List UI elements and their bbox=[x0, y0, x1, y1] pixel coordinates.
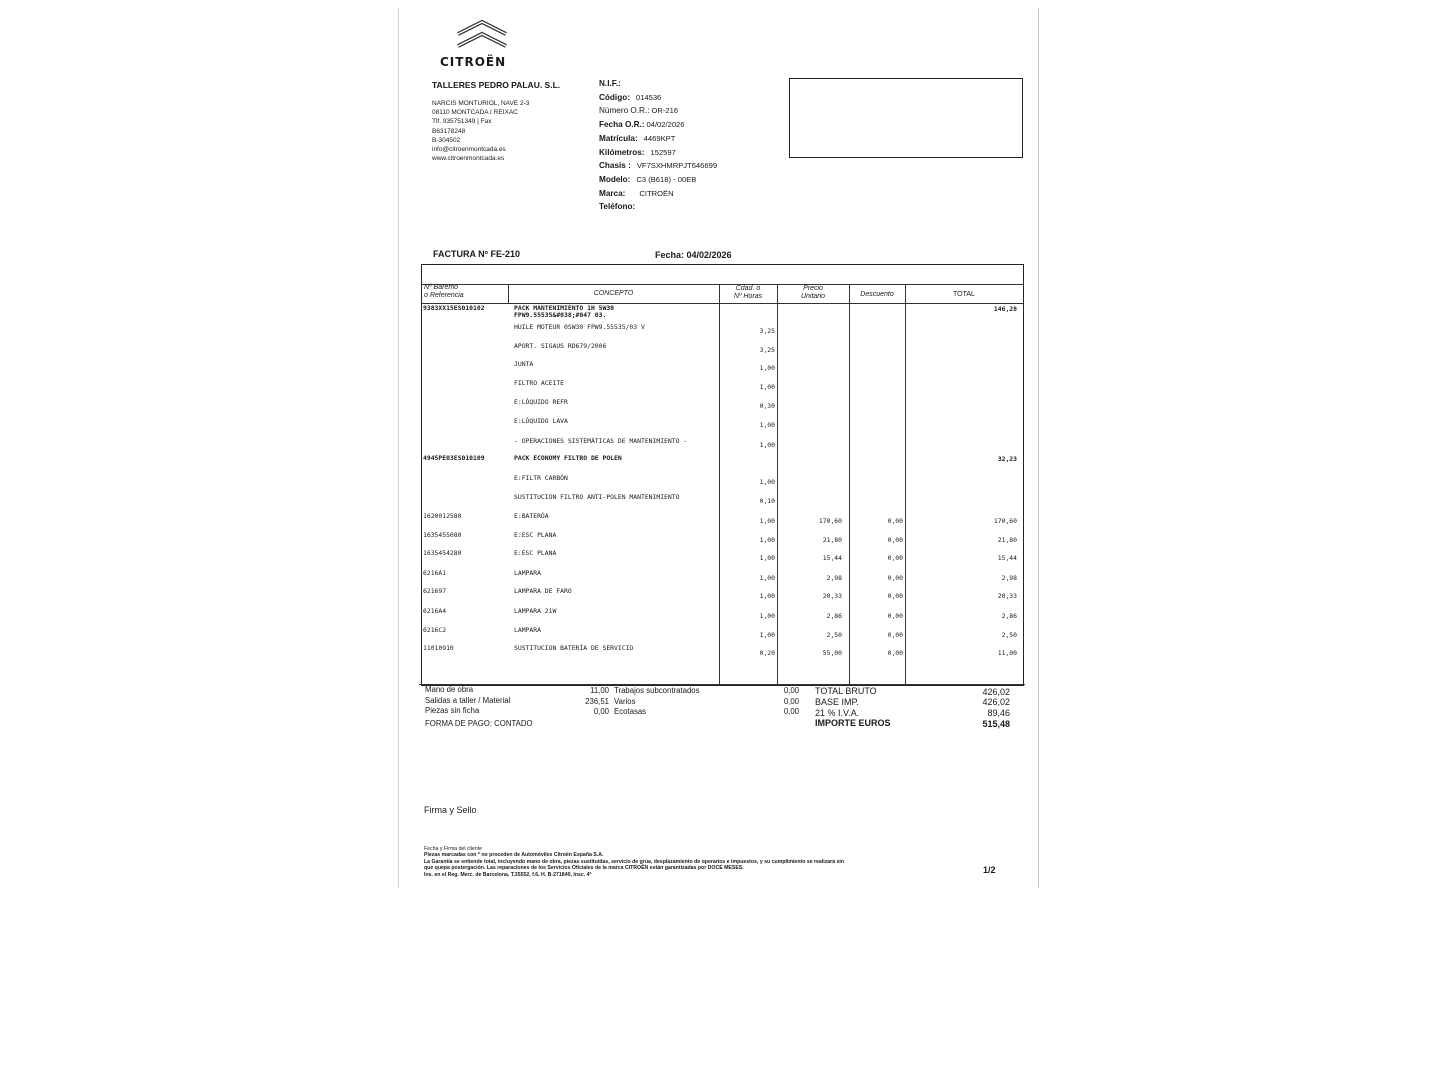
modelo-label: Modelo: bbox=[599, 174, 631, 184]
codigo-label: Código: bbox=[599, 92, 630, 102]
col-divider bbox=[777, 284, 778, 684]
address-line: 08110 MONTCADA I REIXAC bbox=[432, 109, 518, 117]
cell-total: 11,00 bbox=[997, 649, 1017, 657]
fecha-or-label: Fecha O.R.: bbox=[599, 120, 645, 130]
cell-concept: E:BATERÓA bbox=[514, 512, 549, 520]
salidas-label: Salidas a taller / Material bbox=[425, 696, 511, 705]
brand-name: CITROËN bbox=[440, 55, 507, 69]
cell-qty: 1,00 bbox=[759, 574, 775, 582]
header-discount: Descuento bbox=[860, 291, 894, 298]
header-qty bbox=[719, 285, 777, 301]
cell-qty: 1,00 bbox=[759, 517, 775, 525]
cell-total: 170,60 bbox=[993, 517, 1017, 525]
cell-concept: LAMPARA DE FARO bbox=[514, 587, 572, 595]
cell-qty: 1,00 bbox=[759, 612, 775, 620]
numero-or-label: Número O.R.: bbox=[599, 106, 650, 116]
cell-price: 170,60 bbox=[818, 517, 842, 525]
cell-ref: 1635455080 bbox=[423, 531, 462, 539]
marca-label: Marca: bbox=[599, 188, 626, 198]
piezas-label: Piezas sin ficha bbox=[425, 706, 480, 715]
invoice-number: FACTURA Nº FE-210 bbox=[433, 249, 520, 259]
cell-discount: 0,00 bbox=[887, 612, 903, 620]
km-value: 152597 bbox=[650, 147, 676, 157]
company-name: TALLERES PEDRO PALAU. S.L. bbox=[432, 80, 561, 90]
ecotasas-value: 0,00 bbox=[783, 707, 799, 716]
km-label: Kilómetros: bbox=[599, 147, 645, 157]
iva-value: 89,46 bbox=[987, 708, 1010, 718]
customer-address-box bbox=[789, 78, 1023, 158]
cell-total: 32,23 bbox=[997, 455, 1017, 463]
ecotasas-label: Ecotasas bbox=[614, 707, 647, 716]
signature-label: Firma y Sello bbox=[424, 805, 477, 815]
cell-ref: 6216A1 bbox=[423, 569, 447, 577]
cell-qty: 1,00 bbox=[759, 441, 775, 449]
cell-ref: 6216C2 bbox=[423, 626, 447, 634]
header-qty-line2: Nº Horas bbox=[733, 293, 763, 300]
mano-obra-value: 11,00 bbox=[590, 686, 609, 695]
base-imp-value: 426,02 bbox=[982, 697, 1010, 707]
cell-total: 146,28 bbox=[993, 305, 1017, 313]
varios-label: Varios bbox=[614, 697, 636, 706]
order-fields bbox=[599, 77, 717, 214]
cell-concept: E:ESC PLANA bbox=[514, 531, 557, 539]
footer-line: que quepa postergación. Las reparaciones de los Servicios Oficiales de la marca CITROËN están garantizadas por DOCE MESES. bbox=[424, 865, 744, 872]
summary-top-line bbox=[419, 684, 1025, 685]
chasis-value: VF7SXHMRPJT646699 bbox=[636, 161, 718, 171]
cell-ref: 11010910 bbox=[423, 644, 454, 652]
cell-discount: 0,00 bbox=[887, 592, 903, 600]
cell-concept: E:LÓQUIDO REFR bbox=[514, 398, 568, 406]
cell-discount: 0,00 bbox=[887, 554, 903, 562]
footer-line: Ins. en el Reg. Merc. de Barcelona, T.35552, f.6, H. B-271840, Insc. 4ª bbox=[424, 871, 592, 878]
chasis-label: Chasis : bbox=[599, 161, 631, 171]
table-header-line bbox=[421, 303, 1023, 304]
cell-total: 2,86 bbox=[1001, 612, 1017, 620]
cell-concept: APORT. SIGAUS RD679/2006 bbox=[514, 342, 607, 350]
cell-qty: 3,25 bbox=[759, 327, 775, 335]
header-ref-line2: o Referencia bbox=[424, 292, 464, 299]
cell-discount: 0,00 bbox=[887, 517, 903, 525]
col-divider bbox=[905, 284, 906, 684]
cell-total: 2,98 bbox=[1001, 574, 1017, 582]
cell-qty: 1,00 bbox=[759, 631, 775, 639]
header-concepto: CONCEPTO bbox=[593, 290, 634, 297]
double-chevron-icon bbox=[452, 14, 512, 54]
trabajos-label: Trabajos subcontratados bbox=[614, 686, 700, 695]
header-price bbox=[777, 285, 849, 301]
address-line: B63178248 bbox=[432, 127, 466, 135]
cell-qty: 1,00 bbox=[759, 478, 775, 486]
cell-price: 55,00 bbox=[822, 649, 842, 657]
cell-qty: 1,00 bbox=[759, 421, 775, 429]
cell-concept: E:LÓQUIDO LAVA bbox=[514, 417, 568, 425]
total-bruto-value: 426,02 bbox=[982, 687, 1010, 697]
header-qty-line1: Cdad. o bbox=[735, 285, 761, 292]
header-price-line2: Unitario bbox=[800, 293, 826, 300]
cell-concept-line2: FPW9.55535&#038;#047 03. bbox=[514, 311, 607, 319]
company-address bbox=[432, 99, 529, 163]
cell-qty: 0,10 bbox=[759, 497, 775, 505]
numero-or-value: OR-216 bbox=[651, 106, 679, 116]
modelo-value: C3 (B618) - 00EB bbox=[636, 174, 697, 184]
matricula-label: Matrícula: bbox=[599, 133, 638, 143]
cell-price: 20,33 bbox=[822, 592, 842, 600]
cell-concept: E:ESC PLANA bbox=[514, 549, 557, 557]
cell-total: 20,33 bbox=[997, 592, 1017, 600]
header-ref bbox=[424, 284, 464, 300]
cell-total: 2,50 bbox=[1001, 631, 1017, 639]
cell-price: 2,50 bbox=[826, 631, 842, 639]
address-line: www.citroenmontcada.es bbox=[432, 155, 505, 163]
footer-legal bbox=[424, 846, 844, 878]
cell-concept: SUSTITUCION BATERÍA DE SERVICIO bbox=[514, 644, 634, 652]
trabajos-value: 0,00 bbox=[783, 686, 799, 695]
cell-total: 21,80 bbox=[997, 536, 1017, 544]
cell-concept: LAMPARA bbox=[514, 626, 541, 634]
cell-ref: 1635454280 bbox=[423, 549, 462, 557]
importe-label: IMPORTE EUROS bbox=[815, 718, 891, 728]
header-price-line1: Precio bbox=[803, 285, 823, 292]
cell-concept: HUILE MOTEUR 0SW30 FPW9.55535/03 V bbox=[514, 323, 645, 331]
mano-obra-label: Mano de obra bbox=[425, 685, 474, 694]
cell-ref: 1620012580 bbox=[423, 512, 462, 520]
cell-concept: JUNTA bbox=[514, 360, 534, 368]
varios-value: 0,00 bbox=[783, 697, 799, 706]
cell-concept: FILTRO ACEITE bbox=[514, 379, 565, 387]
cell-qty: 1,00 bbox=[759, 554, 775, 562]
page-number: 1/2 bbox=[983, 865, 996, 875]
cell-price: 21,80 bbox=[822, 536, 842, 544]
cell-concept: LAMPARA bbox=[514, 569, 541, 577]
address-line: info@citroenmontcada.es bbox=[432, 146, 506, 154]
marca-value: CITROËN bbox=[639, 188, 674, 198]
cell-qty: 3,25 bbox=[759, 346, 775, 354]
cell-concept: PACK ECONOMY FILTRO DE POLEN bbox=[514, 454, 622, 462]
cell-ref: 4945PE03ES010109 bbox=[423, 454, 485, 462]
address-line: NARCIS MONTURIOL, NAVE 2-3 bbox=[432, 100, 530, 107]
iva-label: 21 % I.V.A. bbox=[815, 708, 860, 718]
invoice-date: Fecha: 04/02/2026 bbox=[655, 250, 732, 260]
codigo-value: 014536 bbox=[635, 92, 662, 102]
cell-ref: 6216A4 bbox=[423, 607, 447, 615]
address-line: Tlf. 935751349 | Fax bbox=[432, 118, 492, 126]
cell-concept: E:FILTR CARBÓN bbox=[514, 474, 568, 482]
citroen-logo bbox=[452, 14, 512, 54]
cell-total: 15,44 bbox=[997, 554, 1017, 562]
base-imp-label: BASE IMP. bbox=[815, 697, 859, 707]
cell-discount: 0,00 bbox=[887, 649, 903, 657]
telefono-label: Teléfono: bbox=[599, 202, 636, 212]
cell-concept: LAMPARA 21W bbox=[514, 607, 557, 615]
cell-ref: 621697 bbox=[423, 587, 447, 595]
matricula-value: 4469KPT bbox=[643, 133, 676, 143]
scan-edge-left bbox=[398, 8, 399, 888]
cell-ref: 9383XX15ES010102 bbox=[423, 304, 485, 312]
cell-qty: 1,00 bbox=[759, 536, 775, 544]
cell-qty: 1,00 bbox=[759, 364, 775, 372]
total-bruto-label: TOTAL BRUTO bbox=[815, 686, 877, 696]
footer-line: Fecha y Firma del cliente bbox=[424, 846, 482, 852]
forma-pago: FORMA DE PAGO: CONTADO bbox=[425, 719, 533, 728]
cell-concept: - OPERACIONES SISTEMÁTICAS DE MANTENIMIENTO - bbox=[514, 437, 688, 445]
salidas-value: 236,51 bbox=[585, 697, 609, 706]
piezas-value: 0,00 bbox=[593, 707, 609, 716]
cell-qty: 1,00 bbox=[759, 383, 775, 391]
cell-qty: 0,20 bbox=[759, 649, 775, 657]
scan-edge-right bbox=[1038, 8, 1039, 888]
cell-price: 2,86 bbox=[826, 612, 842, 620]
nif-label: N.I.F.: bbox=[599, 79, 621, 88]
cell-discount: 0,00 bbox=[887, 574, 903, 582]
footer-line: La Garantía se entiende total, incluyendo mano de obra, piezas sustituidas, servicio de grúa, desplazamiento de operarios e impuestos, y su cumplimiento se realizará sin bbox=[424, 858, 845, 865]
header-ref-line1: Nº Baremo bbox=[424, 284, 459, 291]
cell-qty: 0,30 bbox=[759, 402, 775, 410]
address-line: B-304502 bbox=[432, 136, 461, 144]
cell-concept: PACK MANTENIMIENTO 1H 5W30 bbox=[514, 304, 615, 312]
cell-price: 2,98 bbox=[826, 574, 842, 582]
cell-concept: SUSTITUCION FILTRO ANTI-POLEN MANTENIMIENTO bbox=[514, 493, 680, 501]
header-total: TOTAL bbox=[953, 291, 975, 298]
cell-discount: 0,00 bbox=[887, 631, 903, 639]
importe-value: 515,48 bbox=[982, 719, 1010, 729]
footer-line: Piezas marcadas con * no proceden de Automóviles Citroën España S.A. bbox=[424, 852, 604, 859]
cell-qty: 1,00 bbox=[759, 592, 775, 600]
cell-discount: 0,00 bbox=[887, 536, 903, 544]
cell-price: 15,44 bbox=[822, 554, 842, 562]
fecha-or-value: 04/02/2026 bbox=[646, 120, 685, 130]
col-divider bbox=[849, 284, 850, 684]
